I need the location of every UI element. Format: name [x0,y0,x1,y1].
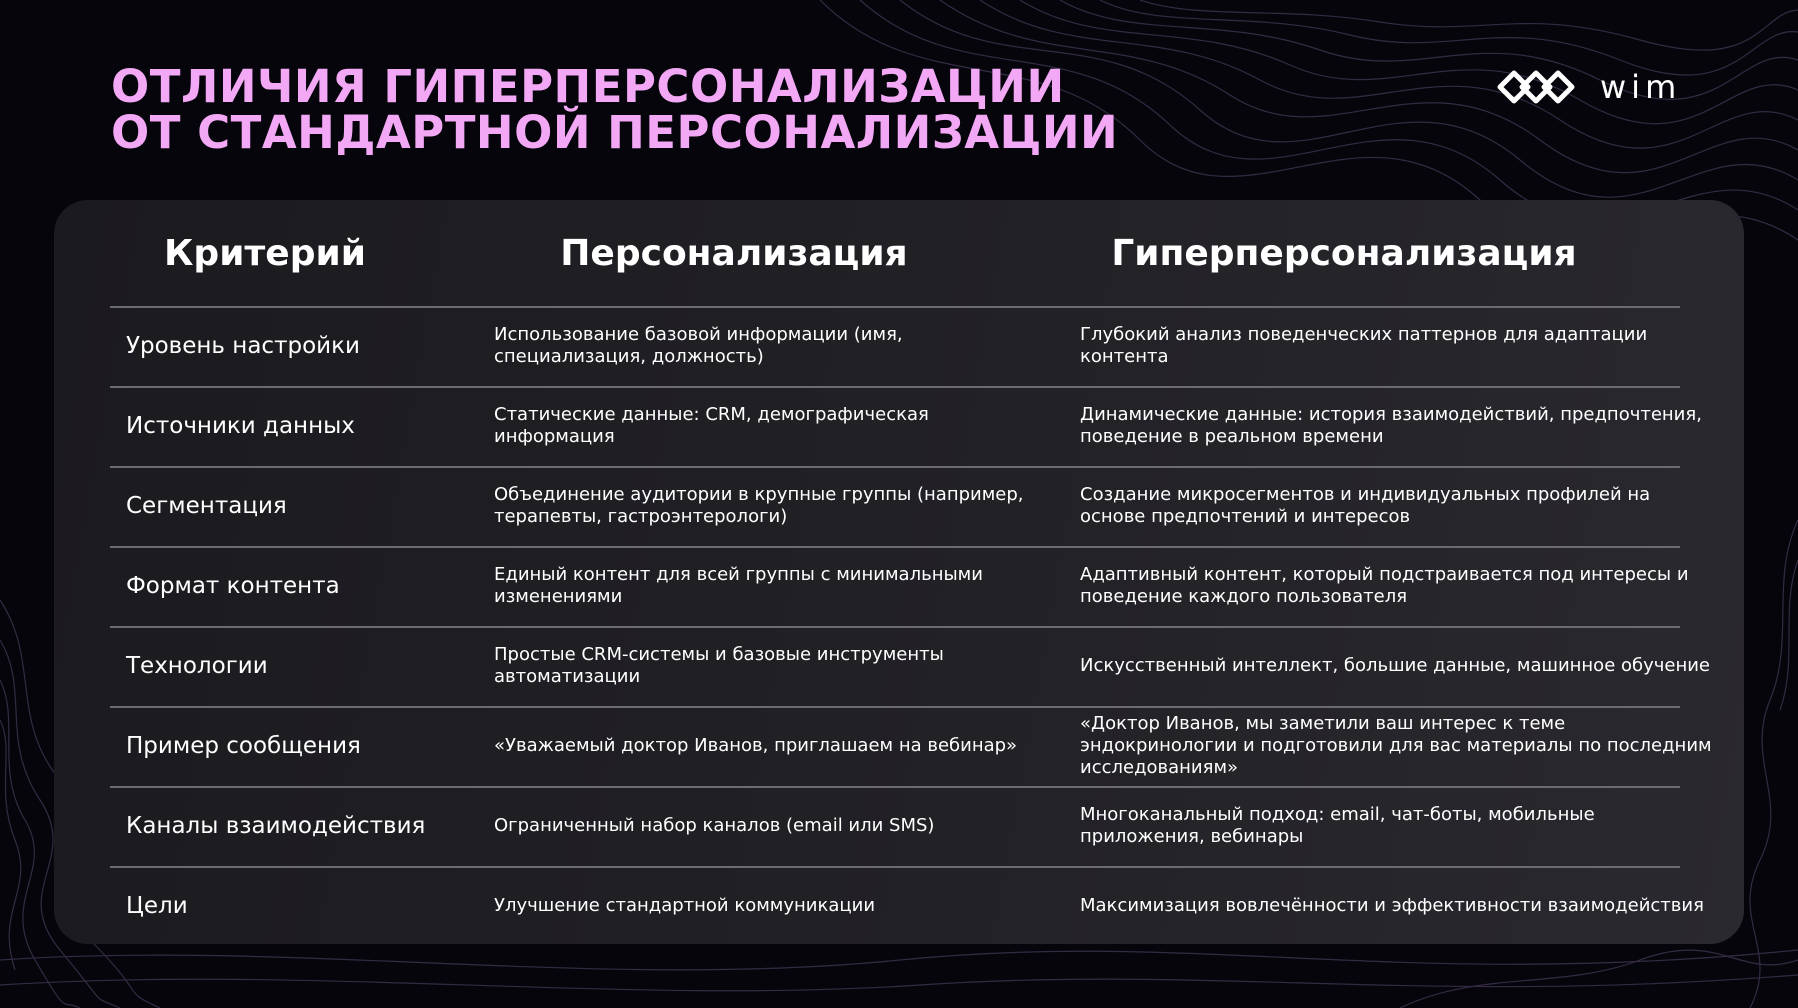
cell-hyperpersonalization: Создание микросегментов и индивидуальных профилей на основе предпочтений и интересов [1080,484,1651,527]
cell-criterion: Технологии [126,653,268,679]
wim-logo-icon [1494,64,1588,110]
cell-personalization: Простые CRM-системы и базовые инструменты автоматизации [494,644,944,687]
cell-personalization: Улучшение стандартной коммуникации [494,895,876,916]
table-row [110,306,1736,386]
cell-criterion: Каналы взаимодействия [126,813,426,839]
cell-criterion: Пример сообщения [126,733,361,759]
brand-logo [1494,64,1681,110]
page-title [111,60,1119,159]
cell-hyperpersonalization: Глубокий анализ поведенческих паттернов для адаптации контента [1080,324,1648,367]
cell-criterion: Уровень настройки [126,333,360,359]
header-criterion: Критерий [164,233,366,274]
cell-personalization: Ограниченный набор каналов (email или SMS) [494,815,935,836]
cell-hyperpersonalization: «Доктор Иванов, мы заметили ваш интерес к теме эндокринологии и подготовили для вас материалы по последним исследованиям» [1080,713,1712,778]
cell-hyperpersonalization: Максимизация вовлечённости и эффективности взаимодействия [1080,895,1704,916]
cell-personalization: Статические данные: CRM, демографическая информация [494,404,929,447]
cell-criterion: Источники данных [126,413,355,439]
logo-text: wim [1600,68,1682,106]
cell-personalization: Объединение аудитории в крупные группы (например, терапевты, гастроэнтерологи) [494,484,1024,527]
page-title-line-2: ОТ СТАНДАРТНОЙ ПЕРСОНАЛИЗАЦИИ [111,106,1119,159]
table-row [110,706,1736,786]
table-header [54,200,1744,308]
cell-criterion: Сегментация [126,493,287,519]
page-title-line-1: ОТЛИЧИЯ ГИПЕРПЕРСОНАЛИЗАЦИИ [111,60,1065,113]
cell-hyperpersonalization: Многоканальный подход: email, чат-боты, мобильные приложения, вебинары [1080,804,1595,847]
cell-criterion: Формат контента [126,573,340,599]
table-row [110,786,1736,866]
header-hyperpersonalization: Гиперперсонализация [1111,233,1577,274]
comparison-table [54,200,1744,944]
cell-criterion: Цели [126,893,188,919]
table-row [110,866,1736,946]
cell-hyperpersonalization: Адаптивный контент, который подстраивается под интересы и поведение каждого пользователя [1080,564,1689,607]
header-personalization: Персонализация [560,233,908,274]
table-row [110,546,1736,626]
table-row [110,386,1736,466]
table-row [110,466,1736,546]
cell-personalization: «Уважаемый доктор Иванов, приглашаем на вебинар» [494,735,1018,756]
cell-hyperpersonalization: Динамические данные: история взаимодействий, предпочтения, поведение в реальном времени [1080,404,1702,447]
cell-hyperpersonalization: Искусственный интеллект, большие данные, машинное обучение [1080,655,1710,676]
cell-personalization: Использование базовой информации (имя, специализация, должность) [494,324,903,367]
cell-personalization: Единый контент для всей группы с минимальными изменениями [494,564,983,607]
table-row [110,626,1736,706]
